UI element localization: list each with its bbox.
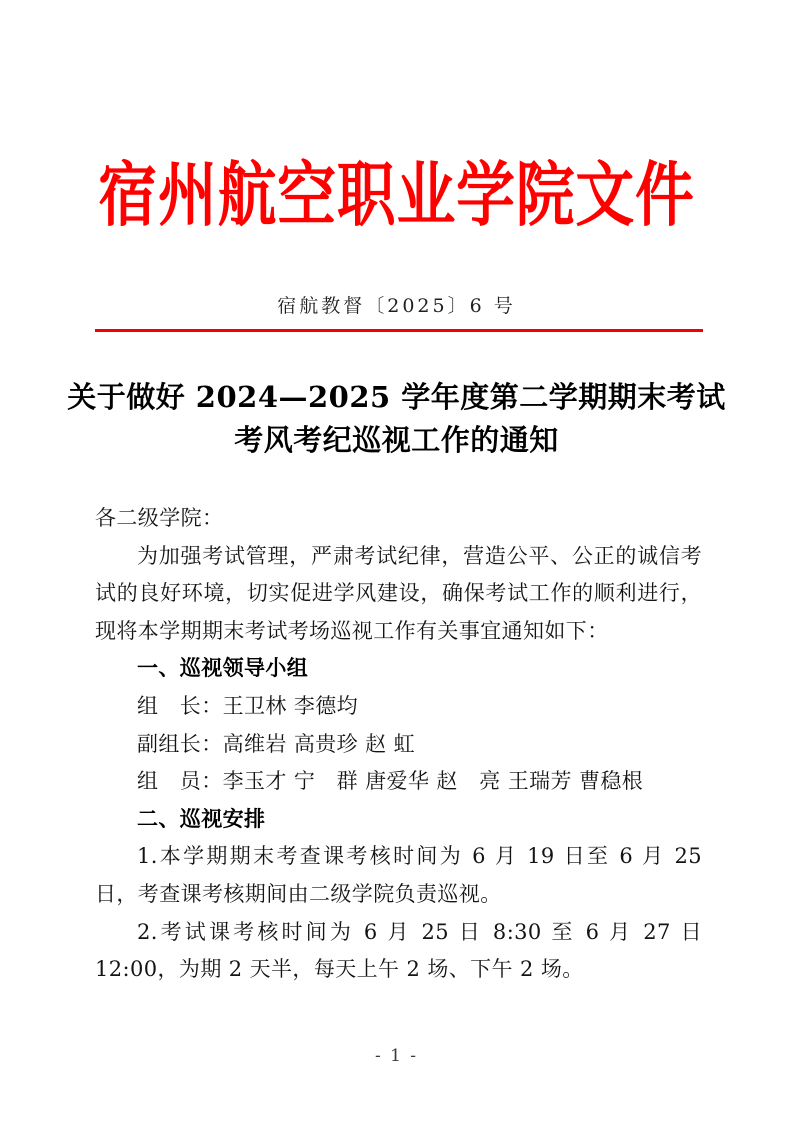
document-title-line1: 关于做好 2024—2025 学年度第二学期期末考试 xyxy=(67,380,726,414)
page-number: - 1 - xyxy=(374,1046,419,1066)
group-leader-line: 组 长：王卫林 李德均 xyxy=(137,693,359,718)
section-heading-inspection-group: 一、巡视领导小组 xyxy=(137,656,309,681)
document-body xyxy=(95,500,702,989)
document-title-line2: 考风考纪巡视工作的通知 xyxy=(234,423,559,457)
deputy-leader-line: 副组长：高维岩 高贵珍 赵 虹 xyxy=(137,731,416,756)
schedule-paragraph-2: 2.考试课考核时间为 6 月 25 日 8:30 至 6 月 27 日 12:00，为期 2 天半，每天上午 2 场、下午 2 场。 xyxy=(95,919,702,982)
red-separator-line xyxy=(95,329,703,332)
intro-paragraph: 为加强考试管理，严肃考试纪律，营造公平、公正的诚信考试的良好环境，切实促进学风建设，确保考试工作的顺利进行，现将本学期期末考试考场巡视工作有关事宜通知如下： xyxy=(95,543,702,643)
doc-number: 宿航教督〔2025〕6 号 xyxy=(277,295,516,317)
page-footer xyxy=(0,1046,793,1066)
salutation: 各二级学院： xyxy=(95,506,224,530)
document-title xyxy=(50,376,743,462)
group-members-line: 组 员：李玉才 宁 群 唐爱华 赵 亮 王瑞芳 曹稳根 xyxy=(137,769,644,794)
letterhead-title: 宿州航空职业学院文件 xyxy=(98,153,695,236)
schedule-paragraph-1: 1.本学期期末考查课考核时间为 6 月 19 日至 6 月 25 日，考查课考核期间由二级学院负责巡视。 xyxy=(95,844,702,906)
section-heading-inspection-schedule: 二、巡视安排 xyxy=(137,806,266,831)
